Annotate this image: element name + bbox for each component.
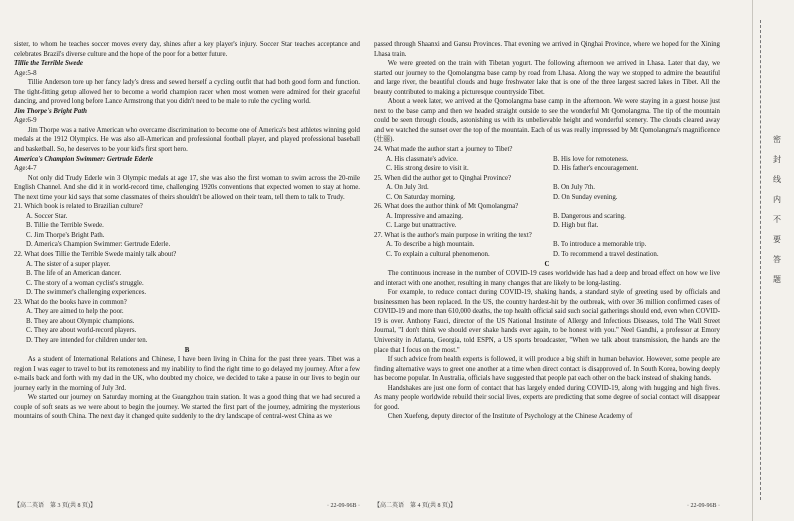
seal-char: 封 [773, 155, 781, 164]
answer-option: C. The story of a woman cyclist's struggle. [26, 279, 144, 287]
answer-option: D. They are intended for children under ten. [26, 336, 148, 344]
answer-option: B. They are about Olympic champions. [26, 317, 135, 325]
text-line: Not only did Trudy Ederle win 3 Olympic medals at age 17, she was also the first woman to swim across the 20-mile English Channel. And she did it in world-record time, challenging 1920s conventions that expected women to stay at home. The next time your kid says that some classmates of theirs shouldn't be allowed on their team, tell them to talk to Trudy. [14, 174, 360, 201]
text-line: Handshakes are just one form of contact that has largely ended during COVID-19, along with hugging and high fives. As many people worldwide rebuild their social lives, experts are predicting that some degree of social contact will disappear for good. [374, 384, 720, 411]
answer-option: C. To explain a cultural phenomenon. [386, 251, 490, 259]
seal-char: 要 [773, 235, 781, 244]
text-line: 25. When did the author get to Qinghai Province? [374, 174, 512, 182]
text-line: 26. What does the author think of Mt Qomolangma? [374, 203, 519, 211]
answer-option: A. Soccer Star. [26, 212, 68, 220]
text-line: 24. What made the author start a journey to Tibet? [374, 146, 513, 154]
answer-option: A. The sister of a super player. [26, 260, 111, 268]
answer-option: C. Jim Thorpe's Bright Path. [26, 231, 105, 239]
option-row [374, 240, 720, 250]
answer-option: B. Tillie the Terrible Swede. [26, 222, 104, 230]
seal-char: 线 [773, 175, 781, 184]
text-line: 22. What does Tillie the Terrible Swede mainly talk about? [14, 251, 177, 259]
text-line: Jim Thorpe was a native American who overcame discrimination to become one of America's best athletes winning gold medals at the 1912 Olympics. He was also all-American and professional football player, and played professional baseball and basketball. So, he deserves to be your kid's first sport hero. [14, 126, 360, 154]
left-page-code: · 22-09-96B · [327, 503, 360, 509]
answer-option: A. His classmate's advice. [386, 155, 458, 163]
right-page-label: 【高二英语 第 4 页(共 8 页)】 [374, 503, 456, 509]
seal-char: 密 [773, 135, 781, 144]
option-row [374, 155, 720, 165]
text-line: Age:5-8 [14, 69, 37, 77]
option-row [374, 212, 720, 222]
answer-option: D. America's Champion Swimmer: Gertrude Ederle. [26, 241, 171, 249]
seal-char: 答 [773, 255, 781, 264]
section-heading: C [544, 260, 550, 268]
left-column [14, 40, 360, 422]
text-line: Age:6-9 [14, 117, 37, 125]
left-footer [14, 502, 360, 510]
right-page-code: · 22-09-96B · [687, 503, 720, 509]
text-line: Age:4-7 [14, 165, 37, 173]
option-row [374, 164, 720, 174]
book-title: Jim Thorpe's Bright Path [14, 107, 87, 115]
answer-option: C. On Saturday morning. [386, 193, 456, 201]
answer-option: D. High but flat. [553, 222, 599, 230]
answer-option: D. The swimmer's challenging experiences. [26, 289, 147, 297]
answer-option: A. To describe a high mountain. [386, 241, 475, 249]
answer-option: C. Large but unattractive. [386, 222, 457, 230]
seal-char: 内 [773, 195, 781, 204]
book-title: America's Champion Swimmer: Gertrude Ederle [14, 155, 153, 163]
answer-option: D. His father's encouragement. [553, 165, 639, 173]
answer-option: B. His love for remoteness. [553, 155, 629, 163]
seal-line-notice [770, 130, 784, 290]
answer-option: A. On July 3rd. [386, 184, 429, 192]
text-line: Tillie Anderson tore up her fancy lady's dress and sewed herself a cycling outfit that had both good form and function. The tight-fitting getup allowed her to become a world champion racer when most women were admired for their graceful dancing, and proved long before Lance Armstrong that you didn't need to be male to rule the cycling world. [14, 79, 360, 106]
answer-option: D. On Sunday evening. [553, 193, 618, 201]
right-footer [374, 502, 720, 510]
option-row [374, 221, 720, 231]
section-heading: B [184, 346, 190, 354]
book-title: Tillie the Terrible Swede [14, 60, 83, 68]
text-line: 27. What is the author's main purpose in writing the text? [374, 231, 532, 239]
text-line: Chen Xuefeng, deputy director of the Institute of Psychology at the Chinese Academy of [387, 413, 633, 421]
answer-option: D. To recommend a travel destination. [553, 251, 659, 259]
text-line: As a student of International Relations and Chinese, I have been living in China for the past three years. Tibet was a region I was eager to travel to but its remoteness and my inability to find the right time to go delayed my journey. After a few e-mails back and forth with my dad in the UK, who doubted my choice, we decided to take a pause in our lives to begin our journey early in the morning of July 3rd. [14, 356, 360, 392]
left-page-label: 【高二英语 第 3 页(共 8 页)】 [14, 503, 96, 509]
seal-line [760, 20, 761, 500]
option-row [374, 193, 720, 203]
text-line: The continuous increase in the number of COVID-19 cases worldwide has had a deep and broad effect on how we live and interact with one another, resulting in many changes that are likely to be long-lasting. [374, 270, 720, 287]
answer-option: B. The life of an American dancer. [26, 270, 122, 278]
right-column [374, 40, 720, 422]
text-line: If such advice from health experts is followed, it will produce a big shift in human behavior. However, some people are finding alternative ways to greet one another at a time when direct contact is disapproved of. In South Korea, bowing deeply has become popular. In Australia, officials have suggested that people pat each other on the back instead of shaking hands. [374, 356, 720, 383]
answer-option: B. Dangerous and scaring. [553, 212, 626, 220]
answer-option: C. His strong desire to visit it. [386, 165, 469, 173]
seal-char: 不 [773, 215, 781, 224]
text-line: About a week later, we arrived at the Qomolangma base camp in the afternoon. We were staying in a guest house just next to the base camp and then we headed straight outside to see the wonderful Mt Qomolangma. The tip of the mountain could be seen through clouds, astonishing us with its unbelievable height and wonderful scenery. The clouds cleared away and we watched the sunset over the top of the mountain. Each of us was really impressed by Mt Qomolangma's magnificence (壮丽). [374, 98, 720, 144]
answer-option: C. They are about world-record players. [26, 327, 137, 335]
text-line: 21. Which book is related to Brazilian culture? [14, 203, 143, 211]
option-row [374, 250, 720, 260]
text-line: sister, to whom he teaches soccer moves every day, shines after a key player's injury. Soccer Star teaches acceptance and celebrates Brazil's diverse culture and the hope of the poor for a better future. [14, 41, 360, 58]
answer-option: B. To introduce a memorable trip. [553, 241, 647, 249]
text-line: For example, to reduce contact during COVID-19, shaking hands, a standard style of greeting used by officials and businessmen has been replaced. In the US, the country hardest-hit by the outbreak, with over 36 million confirmed cases of COVID-19 and more than 610,000 deaths, the top health official said such social gatherings should end, even when COVID-19 is over. Anthony Fauci, director of the US National Institute of Allergy and Infectious Diseases, told The Wall Street Journal, "I don't think we should ever shake hands ever again, to be honest with you." Neel Gandhi, a professor at Emory University in Atlanta, Georgia, told ESPN, a US sports broadcaster, "When we talk about transmission, the hands are the place that I focus on the most." [374, 289, 720, 354]
answer-option: A. They are aimed to help the poor. [26, 308, 124, 316]
answer-option: A. Impressive and amazing. [386, 212, 464, 220]
answer-option: B. On July 7th. [553, 184, 595, 192]
option-row [374, 183, 720, 193]
seal-char: 题 [773, 275, 781, 284]
text-line: 23. What do the books have in common? [14, 298, 127, 306]
text-line: passed through Shaanxi and Gansu Provinces. That evening we arrived in Qinghai Province, where we hoped for the Xining Lhasa train. [374, 41, 720, 58]
text-line: We started our journey on Saturday morning at the Guangzhou train station. It was a good thing that we had secured a couple of soft seats as we were about to begin the journey. We started the first part of the journey, admiring the mysterious mountains of south China. The next day it changed quite suddenly to the dry landscape of central-west China as we [14, 394, 360, 421]
text-line: We were greeted on the train with Tibetan yogurt. The following afternoon we arrived in Lhasa. Later that day, we started our journey to the Qomolangma base camp by road from Lhasa. Along the way we stopped to admire the beautiful and large river, the beautiful clouds and huge freshwater lake that is one of the three largest sacred lakes in Tibet. All the beauty contributed to making a picturesque countryside Tibet. [374, 60, 720, 96]
